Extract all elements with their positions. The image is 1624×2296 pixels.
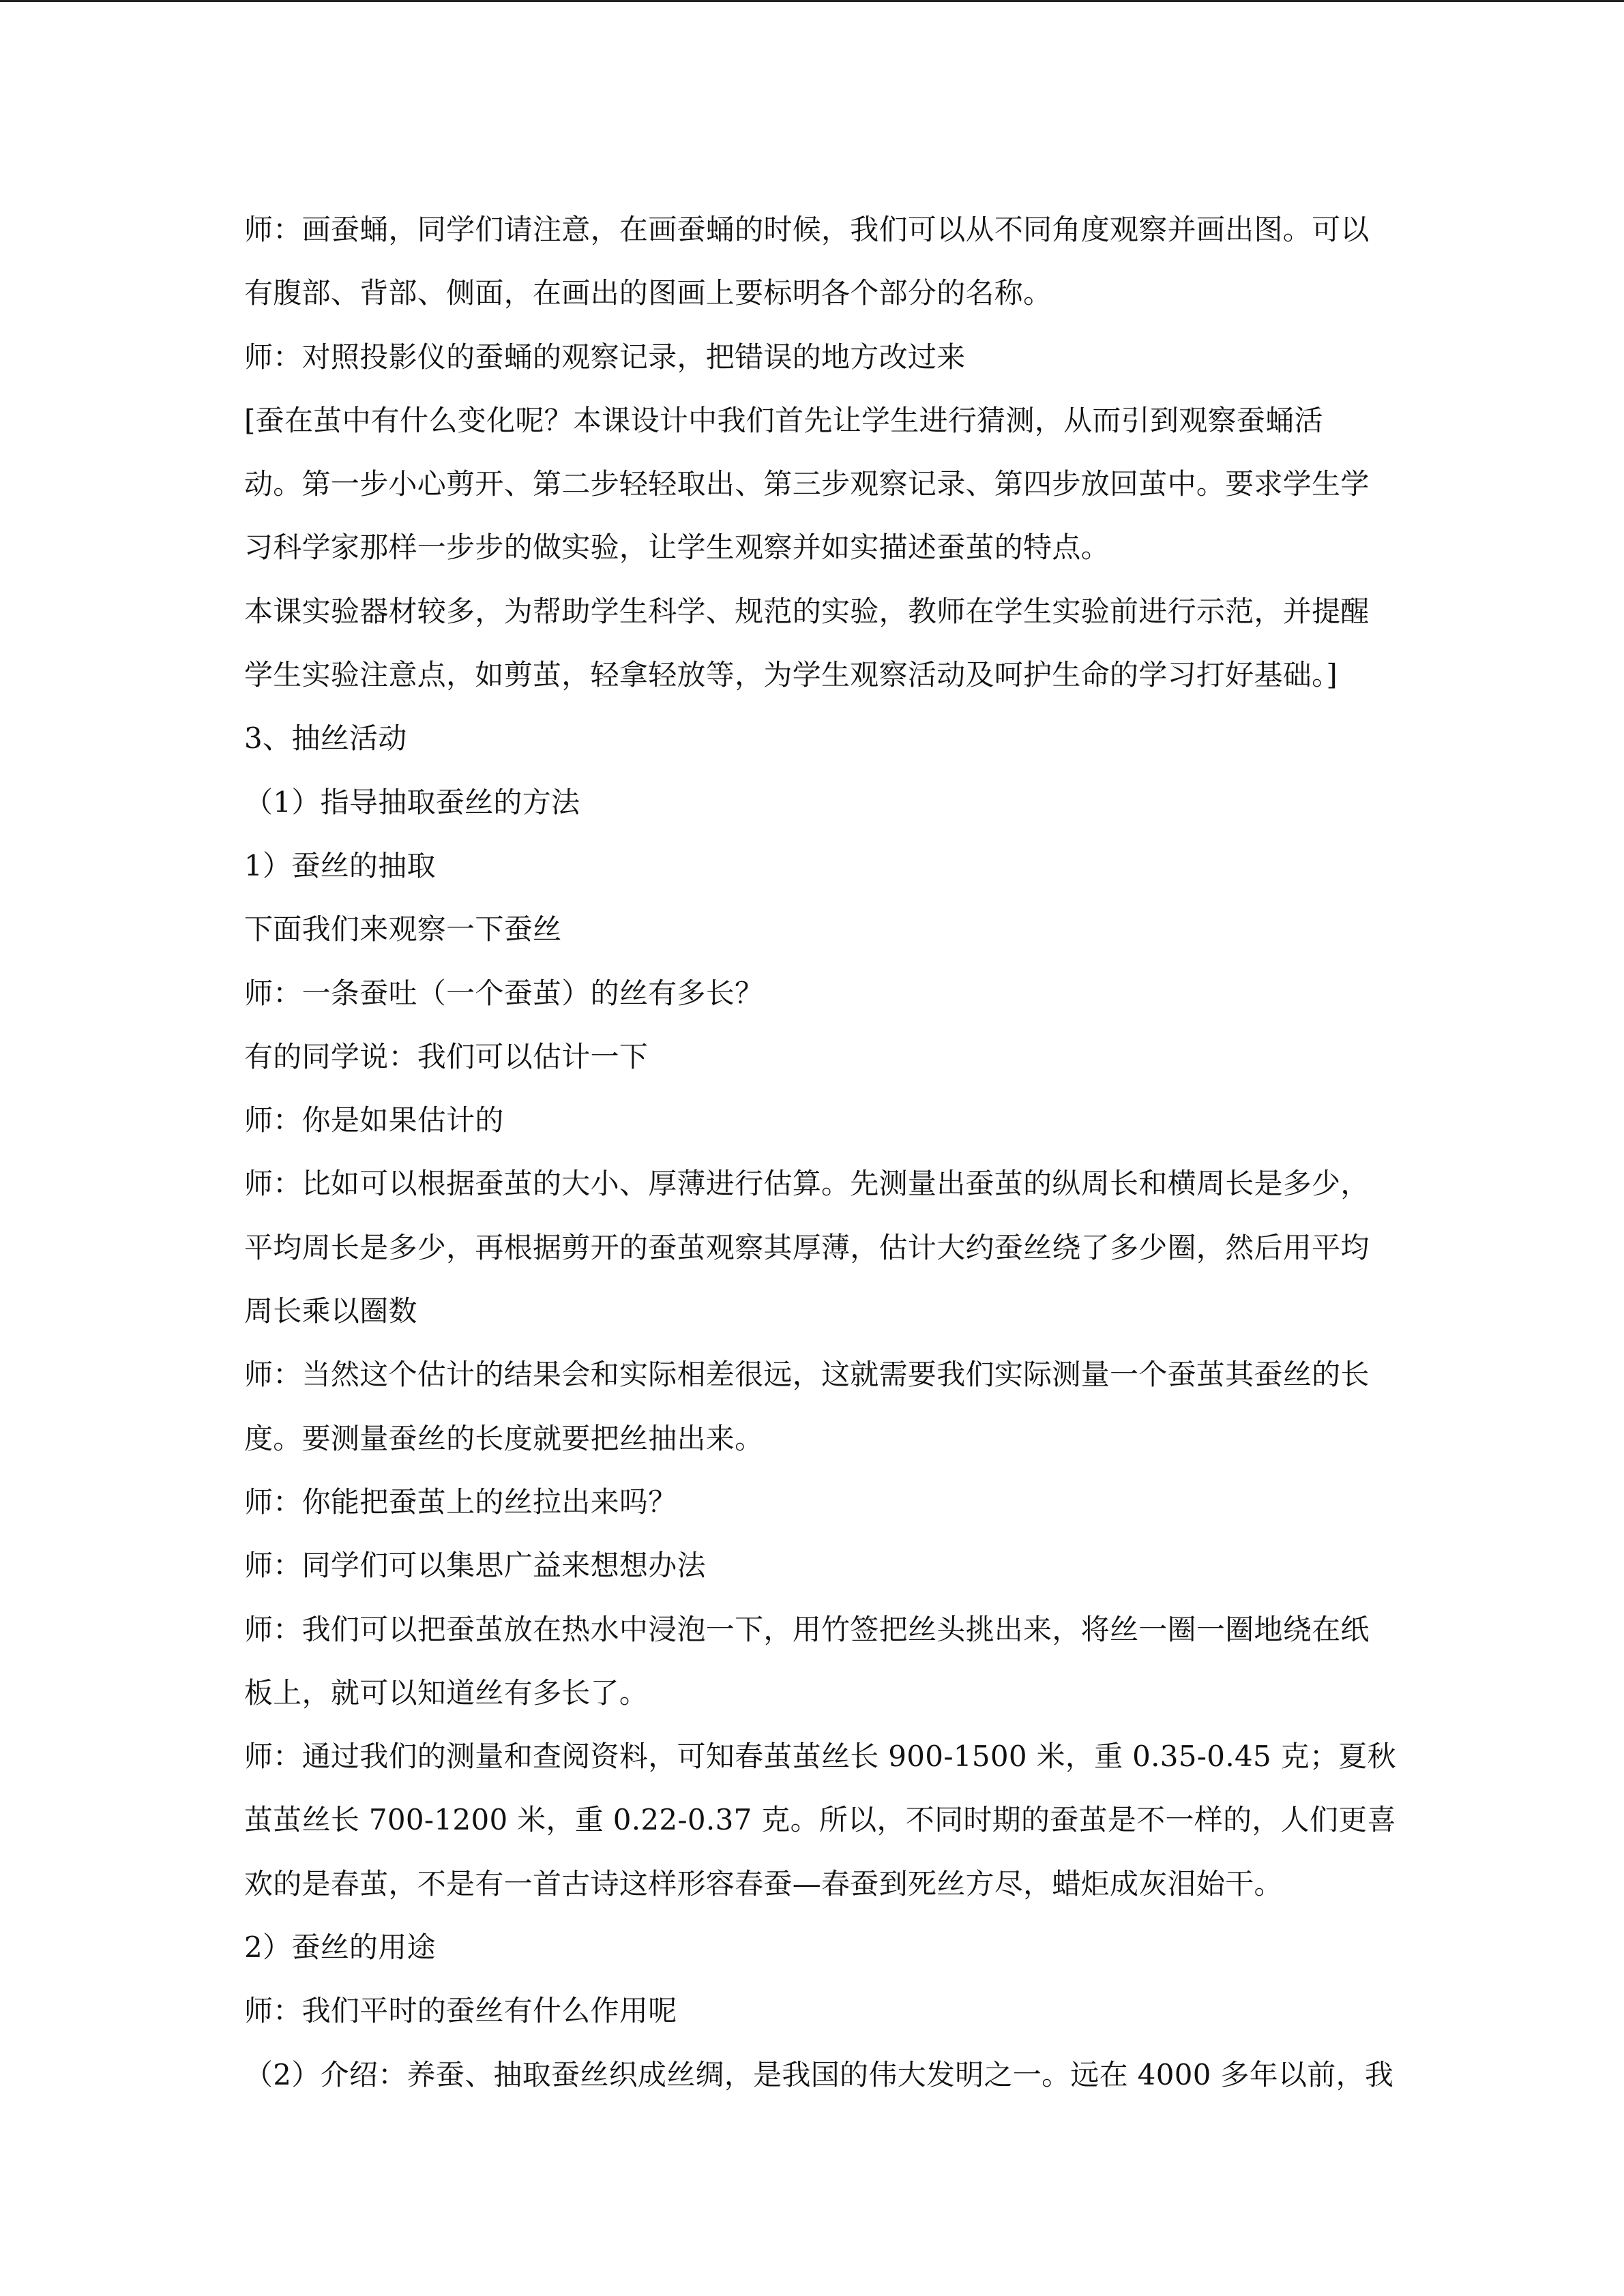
text-line: 师：画蚕蛹，同学们请注意，在画蚕蛹的时候，我们可以从不同角度观察并画出图。可以 — [244, 213, 1370, 246]
text-line: 师：比如可以根据蚕茧的大小、厚薄进行估算。先测量出蚕茧的纵周长和横周长是多少， — [244, 1167, 1370, 1201]
text-line: 师：你能把蚕茧上的丝拉出来吗？ — [244, 1485, 677, 1519]
text-line: 周长乘以圈数 — [244, 1294, 417, 1328]
document-page — [244, 198, 1526, 2106]
text-line: [蚕在茧中有什么变化呢？本课设计中我们首先让学生进行猜测，从而引到观察蚕蛹活 — [244, 403, 1323, 437]
subsection-heading: （1）指导抽取蚕丝的方法 — [244, 785, 580, 819]
subsection-heading: 1）蚕丝的抽取 — [244, 848, 436, 882]
page-top-border — [0, 0, 1624, 2]
text-line: 有的同学说：我们可以估计一下 — [244, 1039, 649, 1073]
text-line: 师：你是如果估计的 — [244, 1103, 504, 1137]
text-line: 学生实验注意点，如剪茧，轻拿轻放等，为学生观察活动及呵护生命的学习打好基础。] — [244, 658, 1338, 692]
text-line: 平均周长是多少，再根据剪开的蚕茧观察其厚薄，估计大约蚕丝绕了多少圈，然后用平均 — [244, 1230, 1370, 1264]
text-line: 欢的是春茧，不是有一首古诗这样形容春蚕—春蚕到死丝方尽，蜡炬成灰泪始干。 — [244, 1866, 1283, 1900]
text-line: 有腹部、背部、侧面，在画出的图画上要标明各个部分的名称。 — [244, 276, 1052, 310]
text-line: 度。要测量蚕丝的长度就要把丝抽出来。 — [244, 1421, 764, 1455]
text-line: 板上，就可以知道丝有多长了。 — [244, 1675, 649, 1710]
text-line: 师：我们可以把蚕茧放在热水中浸泡一下，用竹签把丝头挑出来，将丝一圈一圈地绕在纸 — [244, 1612, 1370, 1646]
text-line: 师：对照投影仪的蚕蛹的观察记录，把错误的地方改过来 — [244, 340, 966, 374]
text-line: 本课实验器材较多，为帮助学生科学、规范的实验，教师在学生实验前进行示范，并提醒 — [244, 594, 1370, 628]
text-line: 师：我们平时的蚕丝有什么作用呢 — [244, 1994, 677, 2028]
text-line: 动。第一步小心剪开、第二步轻轻取出、第三步观察记录、第四步放回茧中。要求学生学 — [244, 467, 1370, 501]
text-line: （2）介绍：养蚕、抽取蚕丝织成丝绸，是我国的伟大发明之一。远在 4000 多年以前，我 — [244, 2057, 1394, 2091]
text-line: 下面我们来观察一下蚕丝 — [244, 912, 562, 946]
text-line: 师：同学们可以集思广益来想想办法 — [244, 1549, 706, 1583]
text-line: 师：当然这个估计的结果会和实际相差很远，这就需要我们实际测量一个蚕茧其蚕丝的长 — [244, 1358, 1370, 1392]
text-line: 师：一条蚕吐（一个蚕茧）的丝有多长？ — [244, 976, 764, 1010]
subsection-heading: 2）蚕丝的用途 — [244, 1930, 436, 1965]
text-line: 习科学家那样一步步的做实验，让学生观察并如实描述蚕茧的特点。 — [244, 531, 1110, 565]
section-heading: 3、抽丝活动 — [244, 721, 407, 756]
text-line: 师：通过我们的测量和查阅资料，可知春茧茧丝长 900-1500 米，重 0.35-0.45 克；夏秋 — [244, 1740, 1396, 1774]
text-line: 茧茧丝长 700-1200 米，重 0.22-0.37 克。所以，不同时期的蚕茧是不一样的，人们更喜 — [244, 1803, 1396, 1837]
